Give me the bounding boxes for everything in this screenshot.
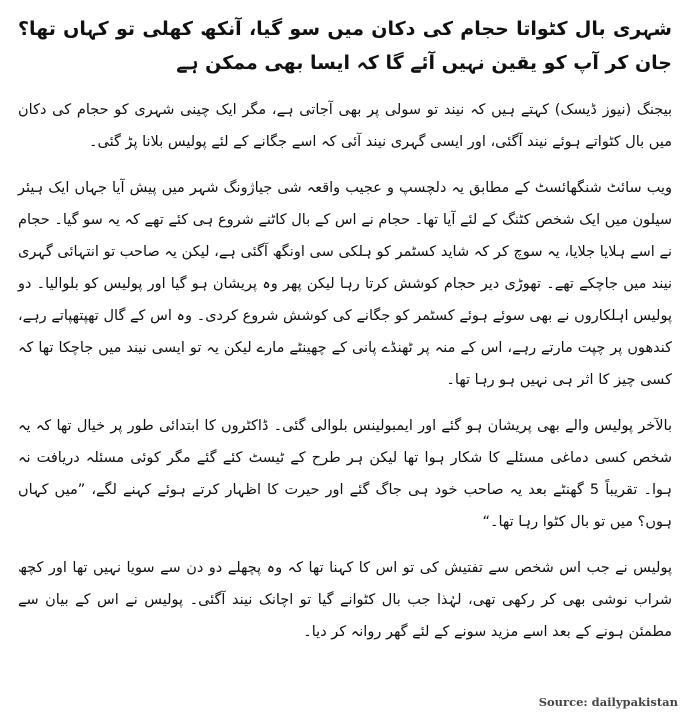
article-paragraph: ویب سائٹ شنگھائسٹ کے مطابق یہ دلچسپ و عجیب واقعہ شی جیاژونگ شہر میں پیش آیا جہاں ایک ہیئر سیلون میں ایک شخص کٹنگ کے لئے آیا تھا۔ حجام نے اس کے بال کاٹنے شروع ہی کئے تھے کہ یہ سو گیا۔ حجام نے اسے ہلایا جلایا، یہ سوچ کر کہ شاید کسٹمر کو ہلکی سی اونگھ آگئی ہے، لیکن یہ صاحب تو انتہائی گہری نیند میں جاچکے تھے۔ تھوڑی دیر حجام کوشش کرتا رہا لیکن پھر وہ پریشان ہو گیا اور پولیس کو بلوالیا۔ دو پولیس اہلکاروں نے بھی سوئے ہوئے کسٹمر کو جگانے کی کوشش شروع کردی۔ وہ اس کے گال تھپتھپاتے رہے، کندھوں پر چپت مارتے رہے، اس کے منہ پر ٹھنڈے پانی کے چھینٹے مارے لیکن یہ تو ایسی نیند میں جاچکا تھا کہ کسی چیز کا اثر ہی نہیں ہو رہا تھا۔ bbox=[18, 180, 672, 388]
article-headline: شہری بال کٹواتا حجام کی دکان میں سو گیا، آنکھ کھلی تو کہاں تھا؟ جان کر آپ کو یقین نہیں آئے گا کہ ایسا بھی ممکن ہے bbox=[18, 18, 672, 74]
article-paragraph: پولیس نے جب اس شخص سے تفتیش کی تو اس کا کہنا تھا کہ وہ پچھلے دو دن سے سویا نہیں تھا اور کچھ شراب نوشی بھی کر رکھی تھی، لہٰذا جب بال کٹوانے گیا تو اچانک نیند آگئی۔ پولیس نے اس کے بیان سے مطمئن ہونے کے بعد اسے مزید سونے کے لئے گھر روانہ کر دیا۔ bbox=[18, 560, 672, 640]
article-paragraph: بالآخر پولیس والے بھی پریشان ہو گئے اور ایمبولینس بلوالی گئی۔ ڈاکٹروں کا ابتدائی طور پر خیال تھا کہ یہ شخص کسی دماغی مسئلے کا شکار ہوا تھا لیکن ہر طرح کے ٹیسٹ کئے گئے مگر کوئی مسئلہ دریافت نہ ہوا۔ تقریباً 5 گھنٹے بعد یہ صاحب خود ہی جاگ گئے اور حیرت کا اظہار کرتے ہوئے کہنے لگے، ”میں کہاں ہوں؟ میں تو بال کٹوا رہا تھا۔“ bbox=[18, 418, 673, 530]
article-paragraph: بیجنگ (نیوز ڈیسک) کہتے ہیں کہ نیند تو سولی پر بھی آجاتی ہے، مگر ایک چینی شہری کو حجام کی دکان میں بال کٹواتے ہوئے نیند آگئی، اور ایسی گہری نیند آئی کہ اسے جگانے کے لئے پولیس بلانا پڑ گئی۔ bbox=[18, 102, 672, 150]
source-credit: Source: dailypakistan bbox=[538, 695, 678, 709]
